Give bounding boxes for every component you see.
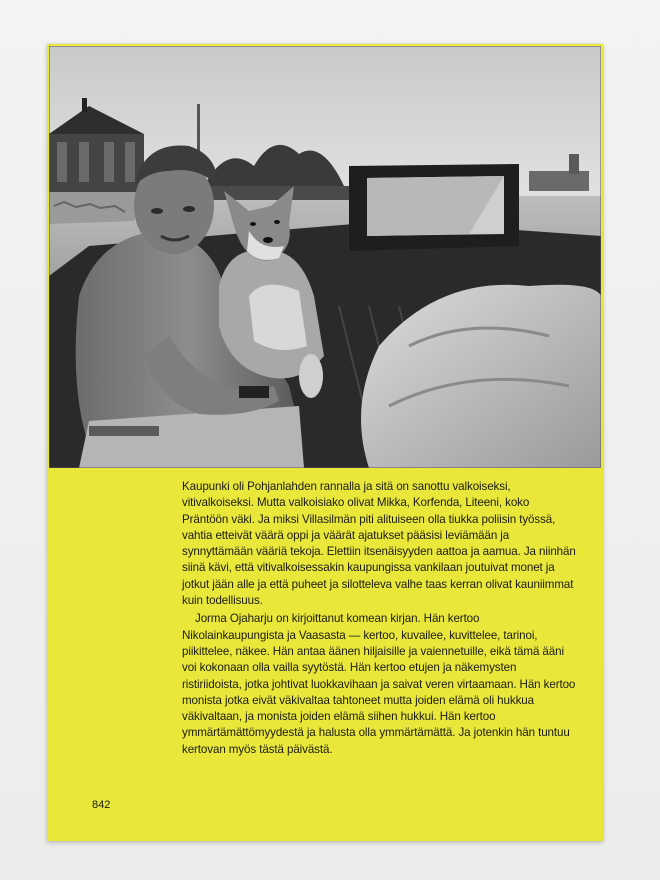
cover-photo xyxy=(49,46,601,468)
code-number: 842 xyxy=(92,799,111,811)
photo-man-with-dog-in-boat xyxy=(49,46,601,468)
blurb-paragraph-2: Jorma Ojaharju on kirjoittanut komean kirjan. Hän kertoo Nikolainkaupungista ja Vaasasta — kertoo, kuvailee, kuvittelee, tarinoi, piikittelee, näkee. Hän antaa äänen hiljaisille ja vaiennetuille, eikä tämä ääni voi kokonaan olla vailla syytöstä. Hän kertoo etujen ja näkemysten ristiriidoista, jotka johtivat luokkavihaan ja saivat veren virtaamaan. Hän kertoo monista jotka eivät väkivaltaa tahtoneet mutta joiden elämä oli hukkua väkivaltaan, ja monista joiden elämä siihen hukkui. Hän kertoo ymmärtämättömyydestä ja halusta olla ymmärtämättä. Ja jotenkin hän tuntuu kertovan myös tästä päivästä. xyxy=(182,612,576,756)
blurb-paragraph-1: Kaupunki oli Pohjanlahden rannalla ja sitä on sanottu valkoiseksi, vitivalkoiseksi. Mutta valkoisiako olivat Mikka, Korfenda, Liteeni, koko Präntöön väki. Ja miksi Villasilmän piti alituiseen olla tiukka poliisin työssä, vahtia etteivät väärä oppi ja väärät ajatukset pääsisi leviämään ja synnyttämään vääriä tekoja. Elettiin itsenäisyyden aattoa ja aamua. Ja niinhän siinä kävi, että vitivalkoisessakin kaupungissa vankilaan joutuivat monet ja jotkut jään alle ja että puheet ja silotteleva valhe taas kerran olivat kauniimmat kuin todellisuus. xyxy=(182,480,576,608)
blurb-text xyxy=(182,479,577,758)
book-back-cover xyxy=(47,44,603,841)
